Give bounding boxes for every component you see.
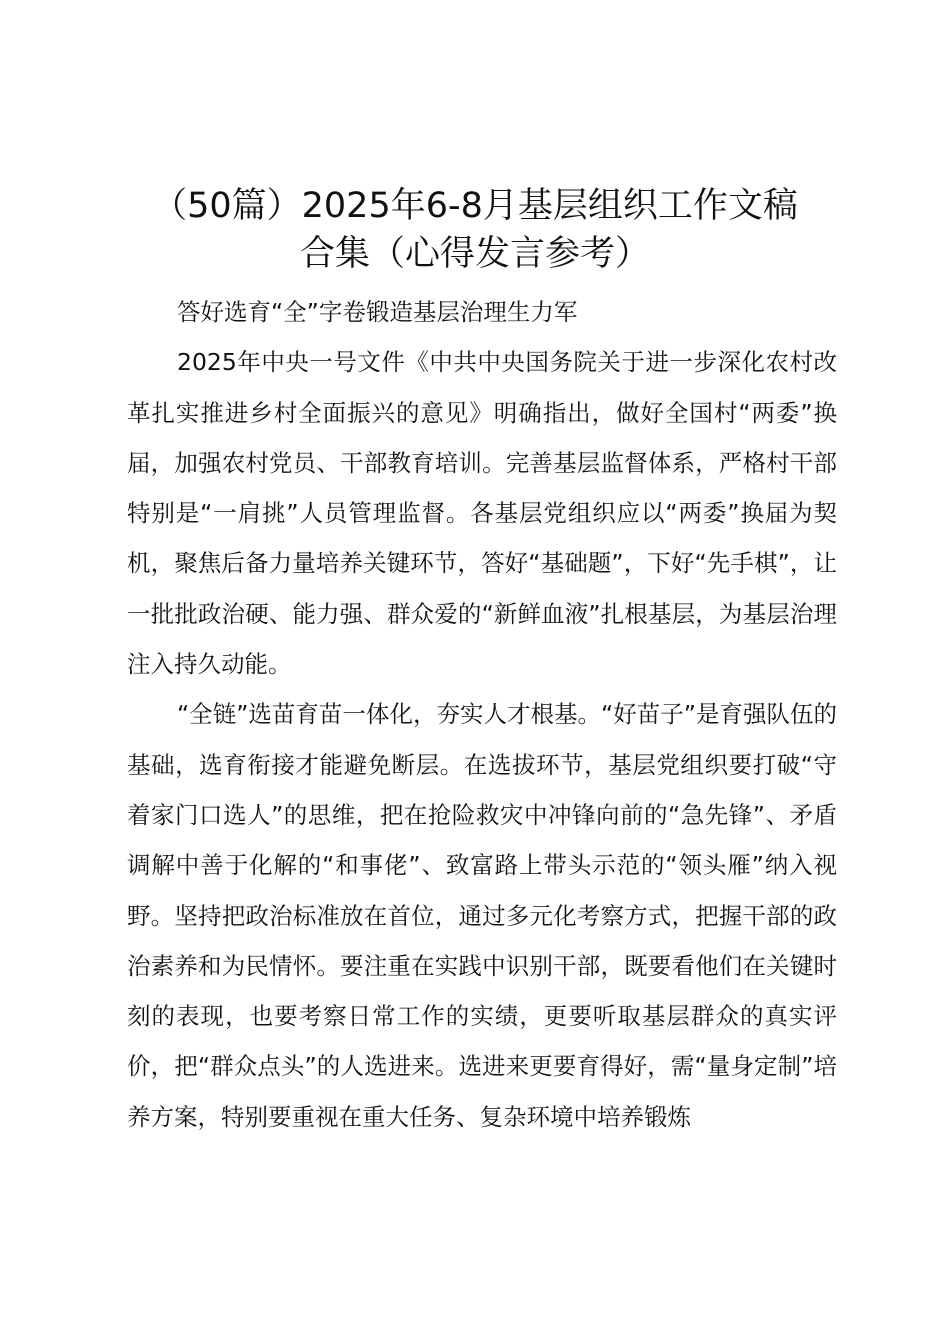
document-body xyxy=(127,287,837,1142)
paragraph-1: 2025年中央一号文件《中共中央国务院关于进一步深化农村改革扎实推进乡村全面振兴的意见》明确指出，做好全国村“两委”换届，加强农村党员、干部教育培训。完善基层监督体系，严格村干部特别是“一肩挑”人员管理监督。各基层党组织应以“两委”换届为契机，聚焦后备力量培养关键环节，答好“基础题”，下好“先手棋”，让一批批政治硬、能力强、群众爱的“新鲜血液”扎根基层，为基层治理注入持久动能。 xyxy=(127,348,837,679)
document-title-line-2: 合集（心得发言参考） xyxy=(299,234,650,274)
article-subtitle: 答好选育“全”字卷锻造基层治理生力军 xyxy=(177,298,578,326)
document-title-line-1: （50篇）2025年6-8月基层组织工作文稿 xyxy=(152,186,798,226)
paragraph-2: “全链”选苗育苗一体化，夯实人才根基。“好苗子”是育强队伍的基础，选育衔接才能避免断层。在选拔环节，基层党组织要打破“守着家门口选人”的思维，把在抢险救灾中冲锋向前的“急先锋”、矛盾调解中善于化解的“和事佬”、致富路上带头示范的“领头雁”纳入视野。坚持把政治标准放在首位，通过多元化考察方式，把握干部的政治素养和为民情怀。要注重在实践中识别干部，既要看他们在关键时刻的表现，也要考察日常工作的实绩，更要听取基层群众的真实评价，把“群众点头”的人选进来。选进来更要育得好，需“量身定制”培养方案，特别要重视在重大任务、复杂环境中培养锻炼 xyxy=(127,700,837,1131)
